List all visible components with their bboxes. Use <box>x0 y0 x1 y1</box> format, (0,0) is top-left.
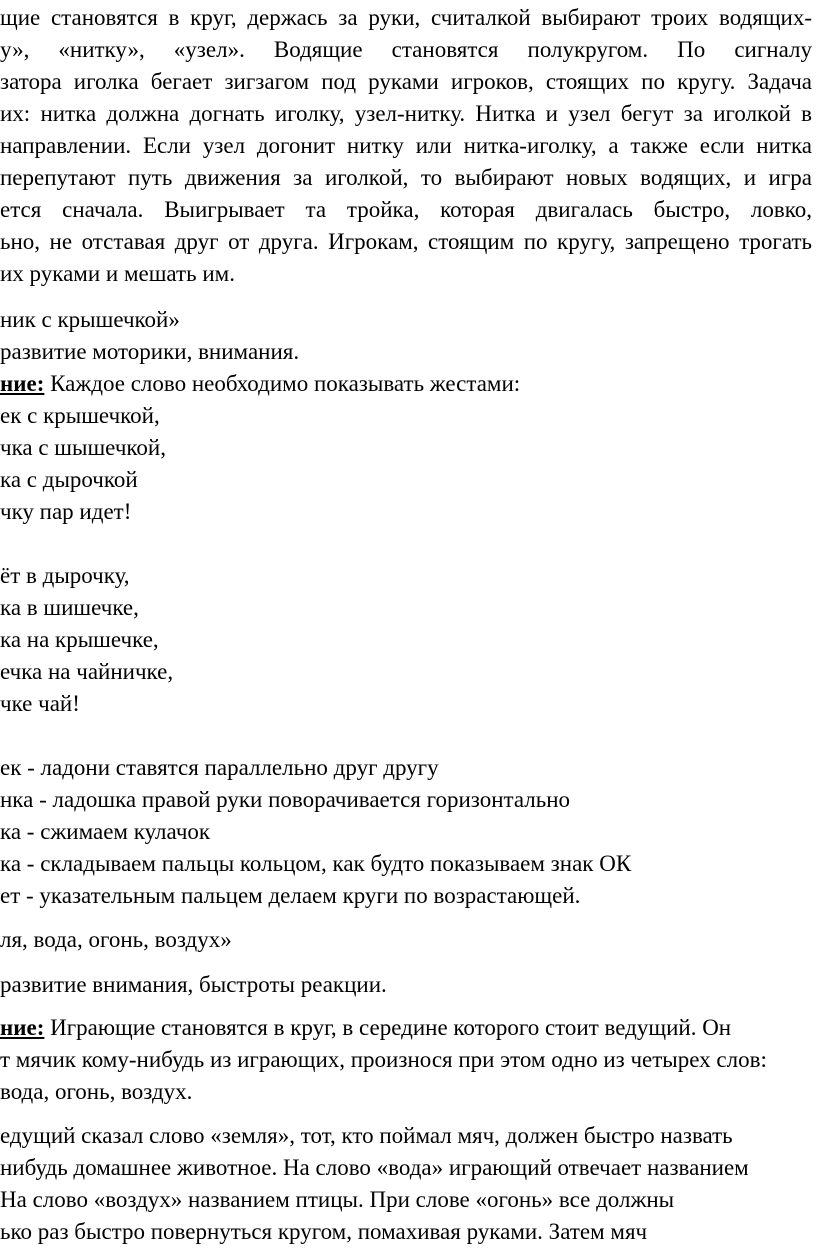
description-text: Каждое слово необходимо показывать жестами: <box>44 371 521 396</box>
text-line: ько раз быстро повернуться кругом, помахивая руками. Затем мяч <box>0 1219 648 1244</box>
text-line: т мячик кому-нибудь из играющих, произнося при этом одно из четырех слов: <box>0 1047 767 1072</box>
gesture-line: нка - ладошка правой руки поворачивается горизонтально <box>0 787 571 812</box>
verse-line: ечка на чайничке, <box>0 659 174 684</box>
verse-line: чке чай! <box>0 691 80 716</box>
gesture-line: ка - складываем пальцы кольцом, как будто показываем знак ОК <box>0 851 632 876</box>
gesture-line: ка - сжимаем кулачок <box>0 819 211 844</box>
game-description <box>0 1013 731 1043</box>
verse-line: ек с крышечкой, <box>0 403 160 428</box>
text-line: едущий сказал слово «земля», тот, кто поймал мяч, должен быстро назвать <box>0 1123 733 1148</box>
text-line: На слово «воздух» названием птицы. При слове «огонь» все должны <box>0 1187 675 1212</box>
text-line: ьно, не отставая друг от друга. Игрокам, стоящим по кругу, запрещено трогать <box>0 229 812 254</box>
verse-line: чку пар идет! <box>0 499 132 524</box>
verse-line: ка в шишечке, <box>0 595 139 620</box>
game-title: ля, вода, огонь, воздух» <box>0 927 232 952</box>
verse-line: чка с шышечкой, <box>0 435 166 460</box>
game-description <box>0 369 520 399</box>
verse-line: ка с дырочкой <box>0 467 138 492</box>
gesture-line: ет - указательным пальцем делаем круги по возрастающей. <box>0 883 581 908</box>
verse-line: ка на крышечке, <box>0 627 159 652</box>
text-line: затора иголка бегает зигзагом под руками игроков, стоящих по кругу. Задача <box>0 69 812 94</box>
description-label: ние: <box>0 1015 45 1040</box>
verse-line: ёт в дырочку, <box>0 563 130 588</box>
text-line: вода, огонь, воздух. <box>0 1079 193 1104</box>
text-line: их руками и мешать им. <box>0 261 235 286</box>
text-line: щие становятся в круг, держась за руки, считалкой выбирают троих водящих- <box>0 5 812 30</box>
description-label: ние: <box>0 371 45 396</box>
game-title: ник с крышечкой» <box>0 307 180 332</box>
text-line: ется сначала. Выигрывает та тройка, которая двигалась быстро, ловко, <box>0 197 812 222</box>
gesture-line: ек - ладони ставятся параллельно друг другу <box>0 755 439 780</box>
game-goal: развитие внимания, быстроты реакции. <box>0 972 387 997</box>
text-line: у», «нитку», «узел». Водящие становятся полукругом. По сигналу <box>0 37 812 62</box>
text-line: направлении. Если узел догонит нитку или нитка-иголку, а также если нитка <box>0 133 812 158</box>
text-line: перепутают путь движения за иголкой, то выбирают новых водящих, и игра <box>0 165 812 190</box>
text-line: нибудь домашнее животное. На слово «вода» играющий отвечает названием <box>0 1155 749 1180</box>
description-text: Играющие становятся в круг, в середине которого стоит ведущий. Он <box>44 1015 732 1040</box>
game-goal: развитие моторики, внимания. <box>0 339 300 364</box>
text-line: их: нитка должна догнать иголку, узел-нитку. Нитка и узел бегут за иголкой в <box>0 101 812 126</box>
